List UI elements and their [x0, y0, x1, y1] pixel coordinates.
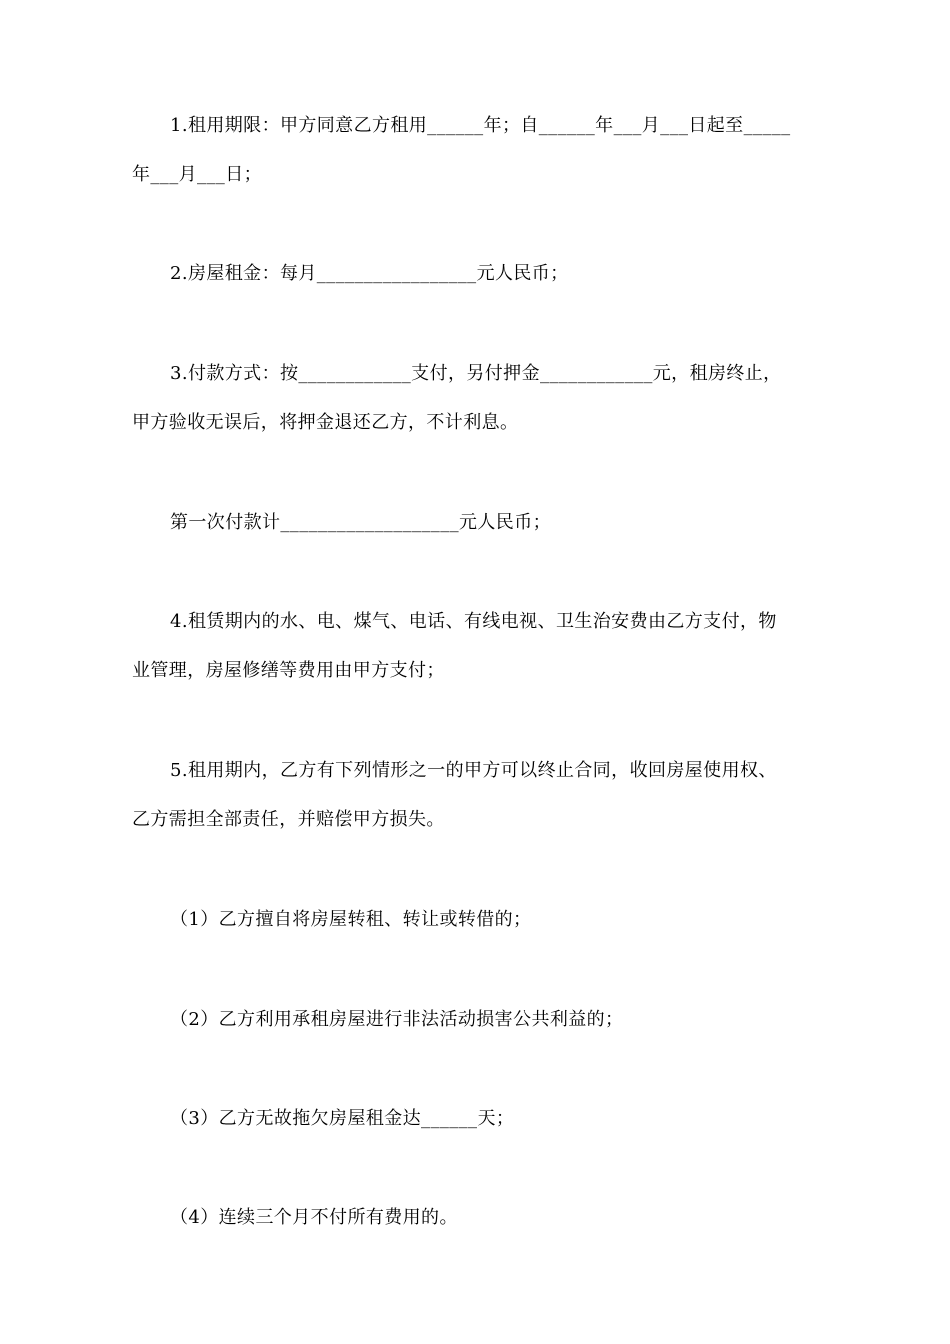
- sub-item-4: （4）连续三个月不付所有费用的。: [170, 1207, 458, 1228]
- clause-4-line-1: 4.租赁期内的水、电、煤气、电话、有线电视、卫生治安费由乙方支付，物: [170, 611, 777, 632]
- clause-5-line-2: 乙方需担全部责任，并赔偿甲方损失。: [132, 809, 445, 830]
- sub-item-2: （2）乙方利用承租房屋进行非法活动损害公共利益的；: [170, 1009, 624, 1030]
- clause-5-line-1: 5.租用期内，乙方有下列情形之一的甲方可以终止合同，收回房屋使用权、: [170, 760, 777, 781]
- clause-1-line-2: 年___月___日；: [132, 164, 262, 185]
- sub-item-1: （1）乙方擅自将房屋转租、转让或转借的；: [170, 909, 532, 930]
- clause-3-line-1: 3.付款方式：按____________支付，另付押金____________元，租房终止，: [170, 363, 782, 384]
- clause-4-line-2: 业管理，房屋修缮等费用由甲方支付；: [132, 660, 445, 681]
- clause-1-line-1: 1.租用期限：甲方同意乙方租用______年；自______年___月___日起至_____: [170, 115, 791, 136]
- clause-3-line-2: 甲方验收无误后，将押金退还乙方，不计利息。: [132, 412, 519, 433]
- sub-item-3: （3）乙方无故拖欠房屋租金达______天；: [170, 1108, 515, 1129]
- first-payment-line: 第一次付款计___________________元人民币；: [170, 512, 551, 533]
- clause-2-line: 2.房屋租金：每月_________________元人民币；: [170, 263, 569, 284]
